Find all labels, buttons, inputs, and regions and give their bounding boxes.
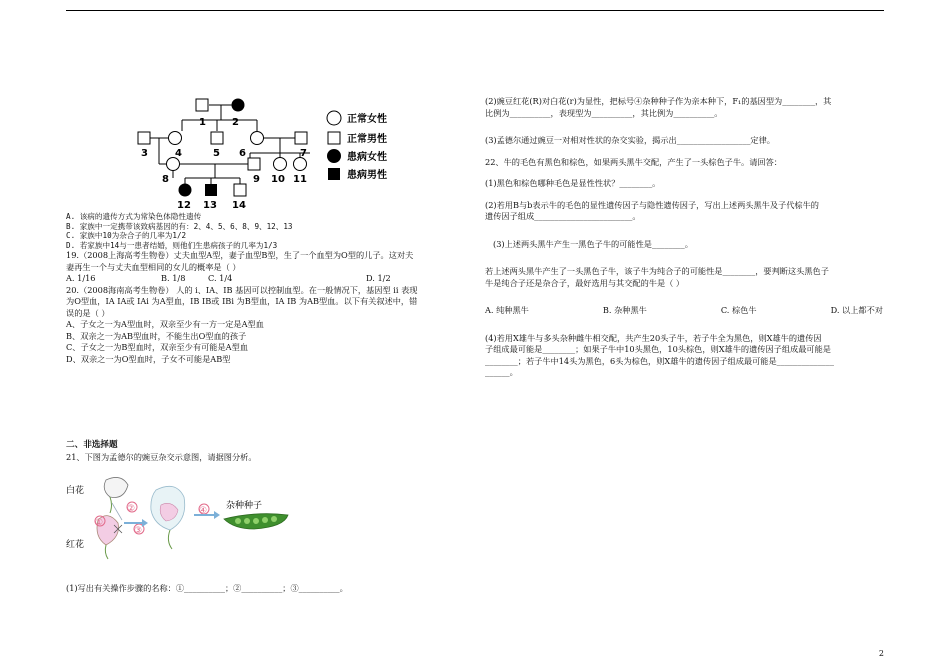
q19-option-a: A. 1/16	[66, 273, 96, 283]
q21-1-text: (1)写出有关操作步骤的名称：①__________；②__________；③__________。	[66, 583, 348, 593]
q22-4-text: ________；若子牛中14头为黑色，6头为棕色，则X雄牛的遗传因子组成最可能是______________	[485, 355, 834, 366]
q18-option-c: C. 家族中10为杂合子的几率为1/2	[66, 231, 187, 240]
q19-option-d: D. 1/2	[366, 273, 391, 283]
q18-option-a: A. 该病的遗传方式为常染色体隐性遗传	[66, 212, 202, 221]
q20-option-b: B、双亲之一为AB型血时，不能生出O型血的孩子	[66, 330, 247, 341]
hybrid-seed-label: 杂种种子	[226, 501, 263, 511]
q19-option-c: C. 1/4	[208, 273, 233, 283]
q22-option-a: A. 纯种黑牛	[485, 305, 529, 315]
q22-options	[485, 305, 883, 317]
step-3-marker: ③	[134, 526, 143, 536]
step-1-marker: ①	[95, 518, 104, 528]
q22-3-text: (3)上述两头黑牛产生一黑色子牛的可能性是________。	[493, 238, 693, 249]
q21-2-text: 比例为__________，表现型为__________，其比例为__________。	[485, 107, 723, 118]
pedigree-number: 14	[232, 200, 246, 210]
q22-4a-text: 牛是纯合子还是杂合子，最好选用与其交配的牛是（ ）	[485, 277, 685, 288]
pedigree-number: 2	[232, 117, 239, 128]
red-flower-label: 红花	[66, 540, 85, 550]
q20-option-a: A、子女之一为A型血时，双亲至少有一方一定是A型血	[66, 319, 264, 329]
q20-option-c: C、子女之一为B型血时，双亲至少有可能是A型血	[66, 342, 248, 352]
q19-stem: 19.（2008上海高考生物卷）丈夫血型A型，妻子血型B型，生了一个血型为O型的儿子。这对夫	[66, 250, 414, 260]
q20-option-d: D、双亲之一为O型血时，子女不可能是AB型	[66, 353, 231, 364]
pedigree-number: 10	[271, 174, 285, 185]
q22-1-text: (1)黑色和棕色哪种毛色是显性性状？________。	[485, 178, 661, 188]
q21-stem: 21、下图为孟德尔的豌豆杂交示意图，请据图分析。	[66, 451, 257, 462]
q20-stem: 为O型血，IA IA或 IAi 为A型血，IB IB或 IBi 为B型血，IA IB 为AB型血。以下有关叙述中，错	[66, 296, 418, 306]
q21-part1	[66, 583, 466, 595]
right-column	[485, 96, 883, 379]
pedigree-chart	[135, 98, 405, 210]
q20-stem: 20.（2008海南高考生物卷） 人的 i、IA、IB 基因可以控制血型。在一般情况下，基因型 ii 表现	[66, 284, 418, 295]
q18-option-d: D. 若家族中14与一患者结婚，则他们生患病孩子的几率为1/3	[66, 240, 278, 250]
q19-stem: 妻再生一个与丈夫血型相同的女儿的概率是（ ）	[66, 261, 241, 272]
q22-2-text: (2)若用B与b表示牛的毛色的显性遗传因子与隐性遗传因子，写出上述两头黑牛及子代棕牛的	[485, 199, 819, 210]
q22-option-d: D. 以上都不对	[830, 305, 883, 315]
legend-affected-male: 患病男性	[347, 170, 387, 181]
pedigree-number: 4	[175, 148, 182, 159]
q22-4-text: ______。	[485, 367, 518, 377]
section-two	[66, 440, 466, 463]
q19-options	[66, 273, 466, 285]
step-2-marker: ②	[127, 504, 136, 514]
q22-4a-text: 若上述两头黑牛产生了一头黑色子牛，该子牛为纯合子的可能性是________，要判断这头黑色子	[485, 266, 829, 276]
pedigree-number: 8	[162, 174, 169, 185]
top-rule	[66, 10, 884, 11]
step-4-marker: ④	[199, 506, 208, 516]
page-number: 2	[878, 649, 884, 658]
legend-normal-female: 正常女性	[347, 114, 387, 125]
legend-normal-male: 正常男性	[347, 134, 387, 145]
q22-option-b: B. 杂种黑牛	[602, 305, 647, 315]
left-column	[66, 212, 466, 365]
white-flower-label: 白花	[66, 486, 85, 496]
q18-option-b: B. 家族中一定携带该致病基因的有：2、4、5、6、8、9、12、13	[66, 221, 293, 231]
pedigree-number: 11	[293, 174, 307, 185]
q22-4-text: (4)若用X雄牛与多头杂种雌牛相交配，共产生20头子牛，若子牛全为黑色，则X雄牛的遗传因	[485, 332, 822, 343]
q21-2-text: (2)豌豆红花(R)对白花(r)为显性，把标号④杂种种子作为亲本种下，F₁的基因型为________，其	[485, 96, 832, 106]
pedigree-number: 5	[213, 148, 220, 159]
pedigree-number: 1	[199, 117, 206, 128]
pedigree-number: 12	[177, 200, 191, 210]
pedigree-number: 3	[141, 148, 148, 159]
q22-stem: 22、牛的毛色有黑色和棕色，如果两头黑牛交配，产生了一头棕色子牛。请回答：	[485, 156, 782, 167]
pedigree-number: 13	[203, 200, 217, 210]
pedigree-number: 6	[239, 148, 246, 159]
q20-stem: 误的是（ ）	[66, 307, 110, 318]
q18-options	[66, 212, 466, 250]
q22-option-c: C. 棕色牛	[720, 305, 757, 315]
legend-affected-female: 患病女性	[347, 152, 387, 163]
q22-4-text: 子组成最可能是________；如果子牛中10头黑色，10头棕色，则X雄牛的遗传因子组成最可能是	[485, 344, 831, 354]
pedigree-number: 9	[253, 174, 260, 185]
q21-3-text: (3)孟德尔通过豌豆一对相对性状的杂交实验，揭示出__________________定律。	[485, 135, 775, 145]
pea-cross-figure	[66, 475, 316, 560]
q19-option-b: B. 1/8	[161, 273, 186, 283]
q22-2-text: 遗传因子组成________________________。	[485, 211, 641, 221]
section-title: 二、非选择题	[66, 440, 118, 450]
pedigree-number: 7	[300, 148, 307, 159]
